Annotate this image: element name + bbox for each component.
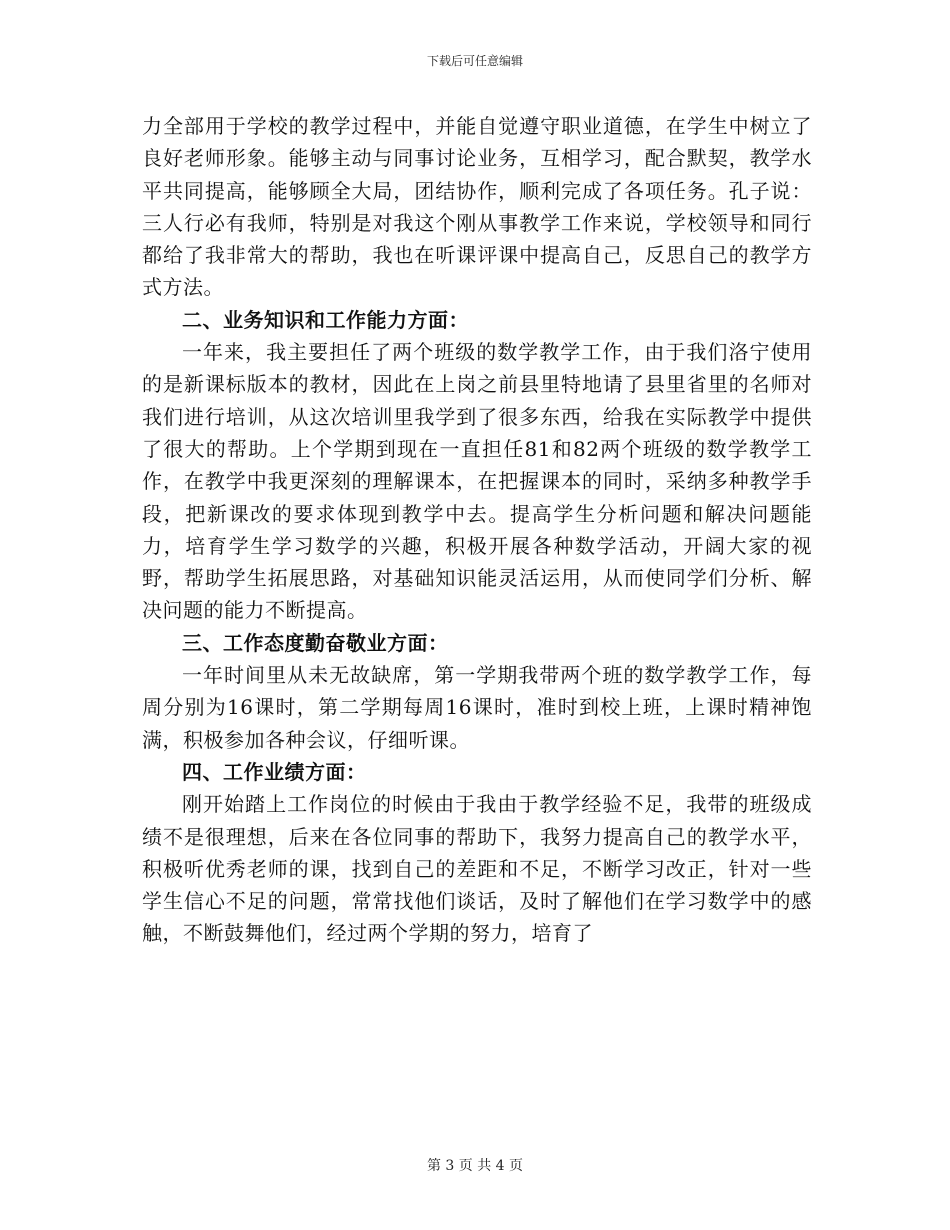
paragraph-work-attitude: 一年时间里从未无故缺席，第一学期我带两个班的数学教学工作，每周分别为16课时，第二学期每周16课时，准时到校上班，上课时精神饱满，积极参加各种会议，仔细听课。 [142,663,812,752]
paragraph-intro: 力全部用于学校的教学过程中，并能自觉遵守职业道德，在学生中树立了良好老师形象。能够主动与同事讨论业务，互相学习，配合默契，教学水平共同提高，能够顾全大局，团结协作，顺利完成了各项任务。孔子说：三人行必有我师，特别是对我这个刚从事教学工作来说，学校领导和同行都给了我非常大的帮助，我也在听课评课中提高自己，反思自己的教学方式方法。 [142,114,812,300]
section-heading-business-knowledge: 二、业务知识和工作能力方面： [182,307,469,332]
paragraph-business-knowledge: 一年来，我主要担任了两个班级的数学教学工作，由于我们洛宁使用的是新课标版本的教材，因此在上岗之前县里特地请了县里省里的名师对我们进行培训，从这次培训里我学到了很多东西，给我在实际教学中提供了很大的帮助。上个学期到现在一直担任81和82两个班级的数学教学工作，在教学中我更深刻的理解课本，在把握课本的同时，采纳多种教学手段，把新课改的要求体现到教学中去。提高学生分析问题和解决问题能力，培育学生学习数学的兴趣，积极开展各种数学活动，开阔大家的视野，帮助学生拓展思路，对基础知识能灵活运用，从而使同学们分析、解决问题的能力不断提高。 [142,340,812,623]
page-header-note: 下载后可任意编辑 [426,54,523,68]
page-number-footer: 第 3 页 共 4 页 [426,1158,524,1174]
paragraph-work-performance: 刚开始踏上工作岗位的时候由于我由于教学经验不足，我带的班级成绩不是很理想，后来在各位同事的帮助下，我努力提高自己的教学水平，积极听优秀老师的课，找到自己的差距和不足，不断学习改正，针对一些学生信心不足的问题，常常找他们谈话，及时了解他们在学习数学中的感触，不断鼓舞他们，经过两个学期的努力，培育了 [142,792,812,946]
document-body [142,110,812,950]
section-heading-work-performance: 四、工作业绩方面： [182,759,367,784]
section-heading-work-attitude: 三、工作态度勤奋敬业方面： [182,630,449,655]
